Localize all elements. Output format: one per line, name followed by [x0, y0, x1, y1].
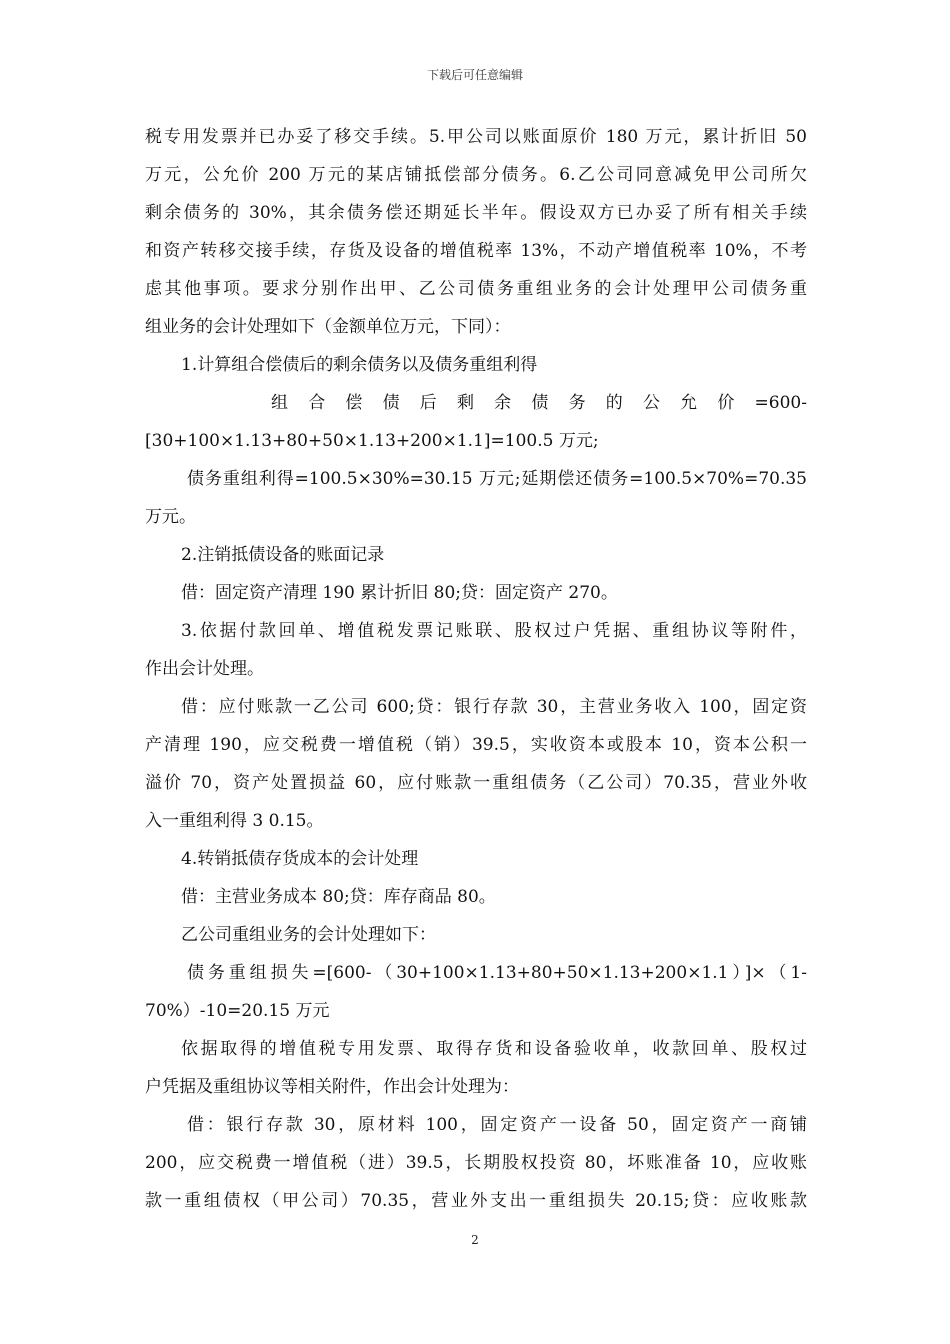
body-line: 200，应交税费一增值税（进）39.5，长期股权投资 80，坏账准备 10，应收账 [145, 1153, 807, 1173]
page-header: 下载后可任意编辑 [426, 68, 523, 82]
body-line: 税专用发票并已办妥了移交手续。5.甲公司以账面原价 180 万元，累计折旧 50 [145, 127, 807, 147]
body-line: 万元，公允价 200 万元的某店铺抵偿部分债务。6.乙公司同意减免甲公司所欠 [145, 165, 807, 185]
section-heading: 3.依据付款回单、增值税发票记账联、股权过户凭据、重组协议等附件， [181, 621, 807, 641]
body-line: 借：固定资产清理 190 累计折旧 80;贷：固定资产 270。 [181, 583, 618, 603]
body-line: 组 合 偿 债 后 剩 余 债 务 的 公 允 价 =600- [271, 393, 807, 413]
section-heading: 2.注销抵债设备的账面记录 [181, 545, 385, 565]
body-line: 万元。 [145, 507, 196, 527]
page-number: 2 [471, 1233, 479, 1247]
body-line: 债务重组损失=[600-（30+100×1.13+80+50×1.13+200×1.1）]×（1- [187, 963, 807, 983]
section-heading: 1.计算组合偿债后的剩余债务以及债务重组利得 [181, 355, 538, 375]
body-line: 入一重组利得 3 0.15。 [145, 811, 324, 831]
body-line: 70%）-10=20.15 万元 [145, 1001, 330, 1021]
body-line: 剩余债务的 30%，其余债务偿还期延长半年。假设双方已办妥了所有相关手续 [145, 203, 807, 223]
document-body [145, 118, 807, 1220]
body-line: 债务重组利得=100.5×30%=30.15 万元;延期偿还债务=100.5×70%=70.35 [187, 469, 807, 489]
section-heading: 4.转销抵债存货成本的会计处理 [181, 849, 419, 869]
body-line: 户凭据及重组协议等相关附件，作出会计处理为： [145, 1077, 519, 1097]
body-line: 作出会计处理。 [145, 659, 264, 679]
body-line: 借：银行存款 30，原材料 100，固定资产一设备 50，固定资产一商铺 [187, 1115, 807, 1135]
body-line: [30+100×1.13+80+50×1.13+200×1.1]=100.5 万元; [145, 431, 599, 451]
body-line: 溢价 70，资产处置损益 60，应付账款一重组债务（乙公司）70.35，营业外收 [145, 773, 807, 793]
body-line: 款一重组债权（甲公司）70.35，营业外支出一重组损失 20.15;贷：应收账款 [145, 1191, 807, 1211]
body-line: 依据取得的增值税专用发票、取得存货和设备验收单，收款回单、股权过 [181, 1039, 807, 1059]
body-line: 和资产转移交接手续，存货及设备的增值税率 13%，不动产增值税率 10%，不考 [145, 241, 807, 261]
body-line: 产清理 190，应交税费一增值税（销）39.5，实收资本或股本 10，资本公积一 [145, 735, 807, 755]
body-line: 借：应付账款一乙公司 600;贷：银行存款 30，主营业务收入 100，固定资 [181, 697, 807, 717]
section-heading: 乙公司重组业务的会计处理如下： [181, 925, 436, 945]
body-line: 借：主营业务成本 80;贷：库存商品 80。 [181, 887, 496, 907]
body-line: 虑其他事项。要求分别作出甲、乙公司债务重组业务的会计处理甲公司债务重 [145, 279, 807, 299]
body-line: 组业务的会计处理如下（金额单位万元，下同）： [145, 317, 511, 337]
